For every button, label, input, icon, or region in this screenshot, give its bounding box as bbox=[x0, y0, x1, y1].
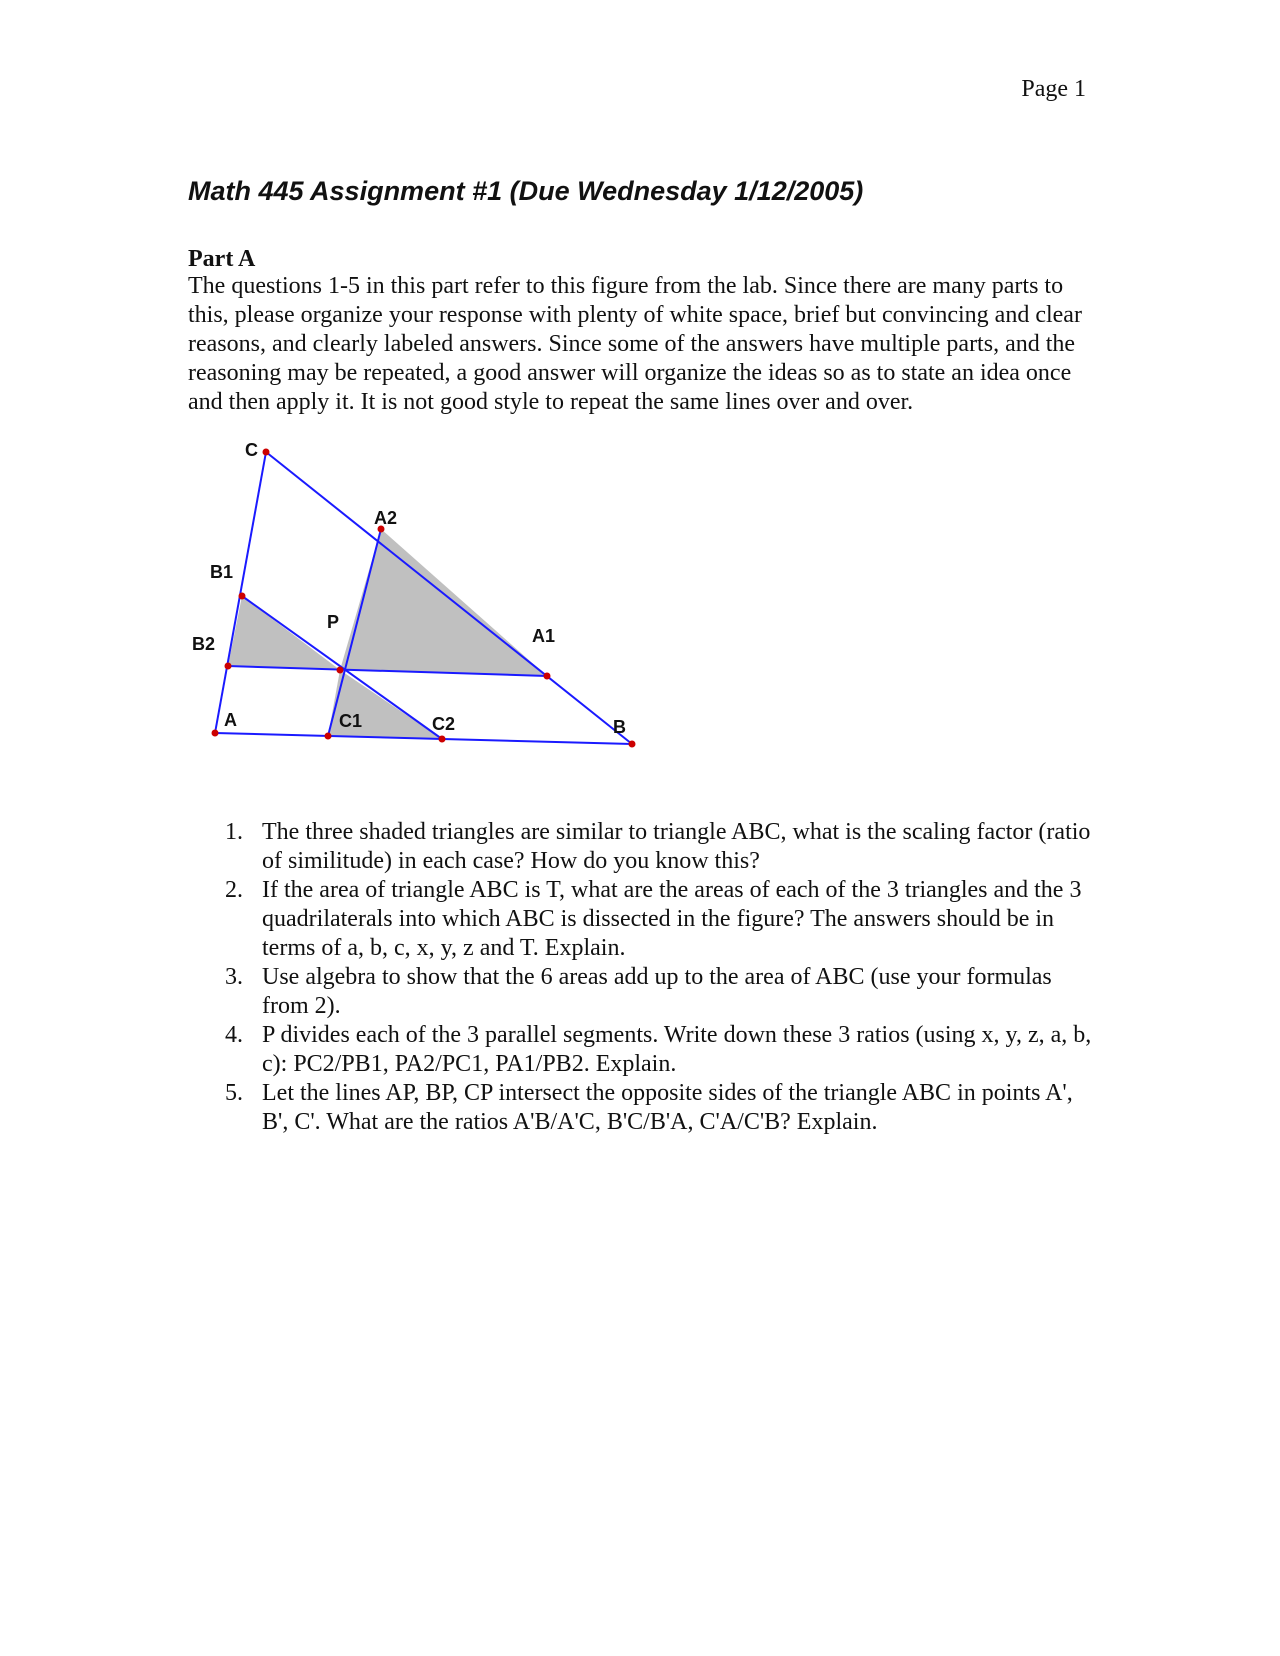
question-2 bbox=[0, 876, 1100, 963]
part-heading: Part A bbox=[188, 246, 256, 272]
question-4 bbox=[0, 1021, 1100, 1079]
question-number: 4. bbox=[225, 1022, 243, 1048]
question-text: Use algebra to show that the 6 areas add up to the area of ABC (use your formulas from 2). bbox=[262, 964, 1052, 1019]
point-b bbox=[629, 741, 636, 748]
shaded-triangle-a2-p-a1 bbox=[340, 529, 547, 676]
question-number: 3. bbox=[225, 964, 243, 990]
geometry-figure bbox=[180, 440, 680, 782]
label-c2: C2 bbox=[432, 714, 456, 734]
intro-paragraph: The questions 1-5 in this part refer to this figure from the lab. Since there are many parts to this, please organize your response with plenty of white space, brief but convincing and clear reasons, and clearly labeled answers. Since some of the answers have multiple parts, and the reasoning may be repeated, a good answer will organize the ideas so as to state an idea once and then apply it. It is not good style to repeat the same lines over and over. bbox=[188, 273, 1082, 415]
label-a1: A1 bbox=[532, 626, 556, 646]
question-text: The three shaded triangles are similar to triangle ABC, what is the scaling factor (ratio of similitude) in each case? How do you know this? bbox=[262, 819, 1091, 874]
label-a2: A2 bbox=[374, 508, 398, 528]
label-c1: C1 bbox=[339, 711, 363, 731]
point-c bbox=[263, 449, 270, 456]
shaded-triangle-b1-b2-p bbox=[228, 596, 340, 670]
question-5 bbox=[0, 1079, 1100, 1137]
side-bc bbox=[266, 452, 632, 744]
question-number: 5. bbox=[225, 1080, 243, 1106]
page-number: Page 1 bbox=[1021, 76, 1086, 102]
point-b2 bbox=[225, 663, 232, 670]
geometry-figure-svg bbox=[180, 440, 680, 782]
label-c: C bbox=[245, 440, 258, 460]
label-b1: B1 bbox=[210, 562, 234, 582]
label-b: B bbox=[613, 717, 626, 737]
question-1 bbox=[0, 818, 1100, 876]
page-title: Math 445 Assignment #1 (Due Wednesday 1/12/2005) bbox=[188, 176, 864, 206]
question-list bbox=[0, 818, 1100, 1137]
side-ca bbox=[215, 452, 266, 733]
point-a bbox=[212, 730, 219, 737]
question-number: 1. bbox=[225, 819, 243, 845]
question-text: Let the lines AP, BP, CP intersect the opposite sides of the triangle ABC in points A', B', C'. What are the ratios A'B/A'C, B'C/B'A, C'A/C'B? Explain. bbox=[262, 1080, 1073, 1135]
label-a: A bbox=[224, 710, 237, 730]
question-number: 2. bbox=[225, 877, 243, 903]
point-p bbox=[337, 667, 344, 674]
point-b1 bbox=[239, 593, 246, 600]
point-c2 bbox=[439, 736, 446, 743]
question-3 bbox=[0, 963, 1100, 1021]
question-text: P divides each of the 3 parallel segments. Write down these 3 ratios (using x, y, z, a, b, c): PC2/PB1, PA2/PC1, PA1/PB2. Explain. bbox=[262, 1022, 1092, 1077]
question-text: If the area of triangle ABC is T, what are the areas of each of the 3 triangles and the 3 quadrilaterals into which ABC is dissected in the figure? The answers should be in terms of a, b, c, x, y, z and T. Explain. bbox=[262, 877, 1082, 961]
point-a1 bbox=[544, 673, 551, 680]
label-b2: B2 bbox=[192, 634, 216, 654]
label-p: P bbox=[327, 612, 340, 632]
point-c1 bbox=[325, 733, 332, 740]
